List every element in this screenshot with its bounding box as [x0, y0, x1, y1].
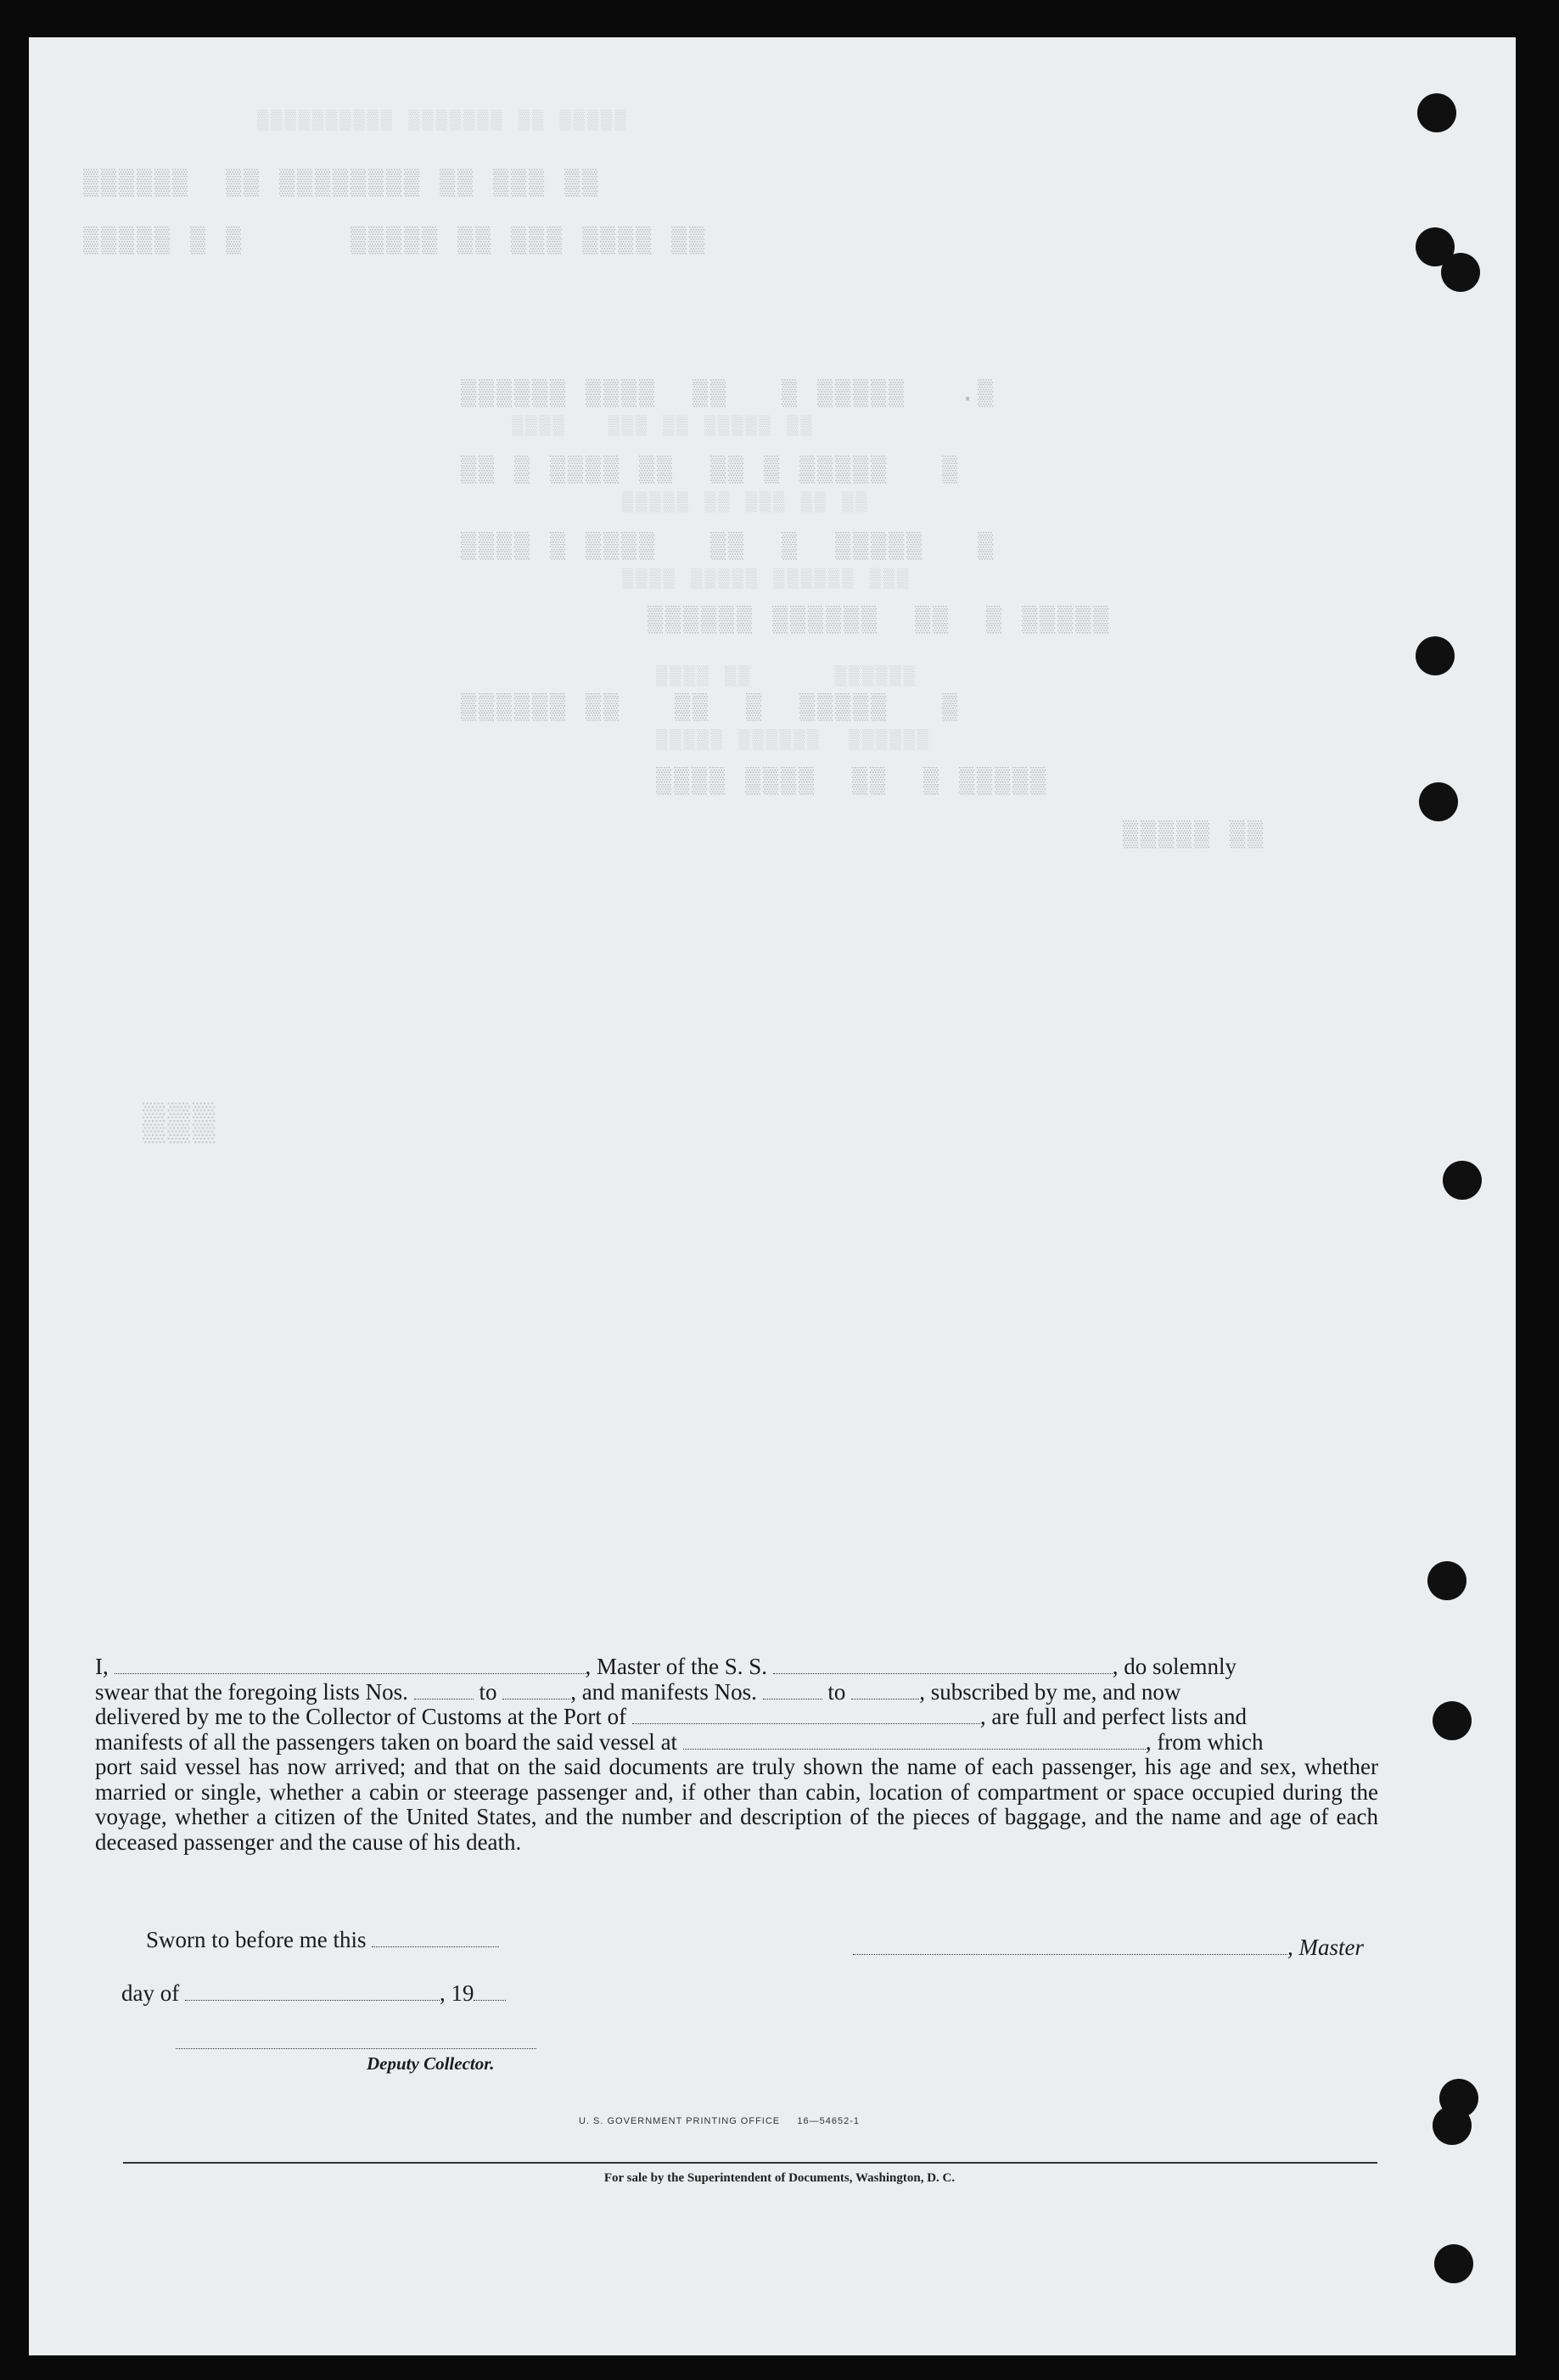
punch-hole [1434, 2244, 1473, 2283]
bleed-through-line: ▒. ▒▒▒▒▒ ▒ ▒▒ ▒▒▒▒ ▒▒▒▒▒▒ [458, 380, 994, 409]
bleed-through-line: ▒▒▒▒▒ ▒ ▒▒ ▒▒▒▒ ▒▒▒▒ [653, 768, 1046, 797]
punch-hole [1416, 636, 1455, 675]
oath-master-of-ss: , Master of the S. S. [585, 1654, 767, 1679]
printer-imprint: U. S. GOVERNMENT PRINTING OFFICE 16—54652-1 [579, 2116, 861, 2126]
sworn-line [146, 1927, 499, 1953]
bleed-through-line: ▒▒ ▒▒▒▒ ▒▒▒ ▒▒ ▒▒▒▒▒ ▒ ▒ ▒▒▒▒▒ [81, 227, 705, 256]
footer-rule [123, 2162, 1377, 2164]
oath-delivered: delivered by me to the Collector of Customs at the Port of [95, 1704, 627, 1729]
manifest-to-blank [851, 1680, 919, 1700]
punch-hole [1433, 1701, 1472, 1740]
bleed-through-line: ▒▒ ▒▒ ▒▒▒ ▒▒ ▒▒▒▒▒ [620, 492, 867, 513]
master-signature-blank [853, 1935, 1287, 1955]
list-to-blank [502, 1680, 570, 1700]
oath-swear: swear that the foregoing lists Nos. [95, 1678, 408, 1705]
masters-oath [95, 1655, 1378, 1855]
day-of-line [121, 1980, 506, 2007]
oath-to-2: to [827, 1678, 846, 1705]
year-label: , 19 [439, 1980, 474, 2006]
bleed-through-number: ▒▒▒ [140, 1103, 216, 1145]
punch-hole [1443, 1161, 1482, 1200]
oath-and-manifests: , and manifests Nos. [570, 1678, 757, 1705]
bleed-through-line: ▒▒ ▒▒▒▒▒ [1120, 821, 1264, 850]
master-name-blank [115, 1655, 586, 1674]
bleed-through-line: ▒▒▒ ▒▒▒▒▒▒ ▒▒▒▒▒ ▒▒▒▒ [620, 568, 909, 590]
oath-i: I, [95, 1654, 109, 1679]
departure-port-blank [683, 1730, 1146, 1750]
oath-do-solemnly: , do solemnly [1112, 1654, 1237, 1679]
month-blank [185, 1981, 440, 2001]
oath-subscribed: , subscribed by me, and now [919, 1678, 1181, 1705]
sworn-label: Sworn to before me this [146, 1927, 367, 1952]
bleed-through-line: ▒ ▒▒▒▒▒ ▒ ▒▒ ▒▒ ▒▒▒▒ ▒ ▒▒ [458, 456, 958, 485]
year-blank [474, 1981, 506, 2001]
oath-from-which: , from which [1145, 1728, 1264, 1755]
deputy-collector-label: Deputy Collector. [367, 2053, 495, 2074]
bleed-through-line: ▒▒▒▒▒▒ ▒▒ ▒▒▒▒ [653, 666, 915, 687]
bleed-through-line: ▒▒ ▒▒▒ ▒▒ ▒▒▒▒▒▒▒▒ ▒▒ ▒▒▒▒▒▒ [81, 170, 598, 199]
bleed-through-header: ▒▒▒▒▒ ▒▒ ▒▒▒▒▒▒▒ ▒▒▒▒▒▒▒▒▒▒ [255, 110, 626, 132]
day-of-label: day of [121, 1980, 180, 2006]
sworn-date-blank [372, 1928, 499, 1947]
bleed-through-line: ▒ ▒▒▒▒▒ ▒ ▒▒ ▒▒ ▒▒▒▒▒▒ [458, 694, 958, 723]
punch-hole [1433, 2106, 1472, 2145]
oath-to-1: to [479, 1678, 497, 1705]
deputy-signature-blank [176, 2048, 536, 2049]
bleed-through-line: ▒▒ ▒▒▒▒▒ ▒▒ ▒▒▒ ▒▒▒▒ [509, 416, 812, 437]
master-label: , Master [1287, 1935, 1364, 1960]
port-blank [632, 1705, 980, 1724]
list-from-blank [414, 1680, 474, 1700]
master-signature-line [853, 1935, 1364, 1961]
oath-manifests-all: manifests of all the passengers taken on board the said vessel at [95, 1728, 678, 1755]
punch-hole [1441, 253, 1480, 292]
bleed-through-line: ▒▒▒▒▒ ▒ ▒▒ ▒▒▒▒▒▒ ▒▒▒▒▒▒ [645, 607, 1109, 636]
bleed-through-line: ▒ ▒▒▒▒▒ ▒ ▒▒ ▒▒▒▒ ▒ ▒▒▒▒ [458, 533, 994, 562]
oath-are-full: , are full and perfect lists and [979, 1704, 1248, 1729]
vessel-name-blank [773, 1655, 1113, 1674]
manifest-from-blank [763, 1680, 822, 1700]
footer-sale-notice: For sale by the Superintendent of Documents, Washington, D. C. [603, 2171, 956, 2185]
punch-hole [1417, 93, 1456, 132]
punch-hole [1427, 1561, 1466, 1600]
oath-body: port said vessel has now arrived; and that on the said documents are truly shown the name of each passenger, his age and sex, whether married or single, whether a cabin or steerage passenger and, if other than cabin, location of compartment or space occupied during the voyage, whether a citizen of the United States, and the number and description of the pieces of baggage, and the name and age of each deceased passenger and the cause of his death. [95, 1754, 1378, 1855]
punch-hole [1419, 782, 1458, 821]
bleed-through-line: ▒▒▒▒▒▒ ▒▒▒▒▒▒ ▒▒▒▒▒ [653, 730, 929, 751]
